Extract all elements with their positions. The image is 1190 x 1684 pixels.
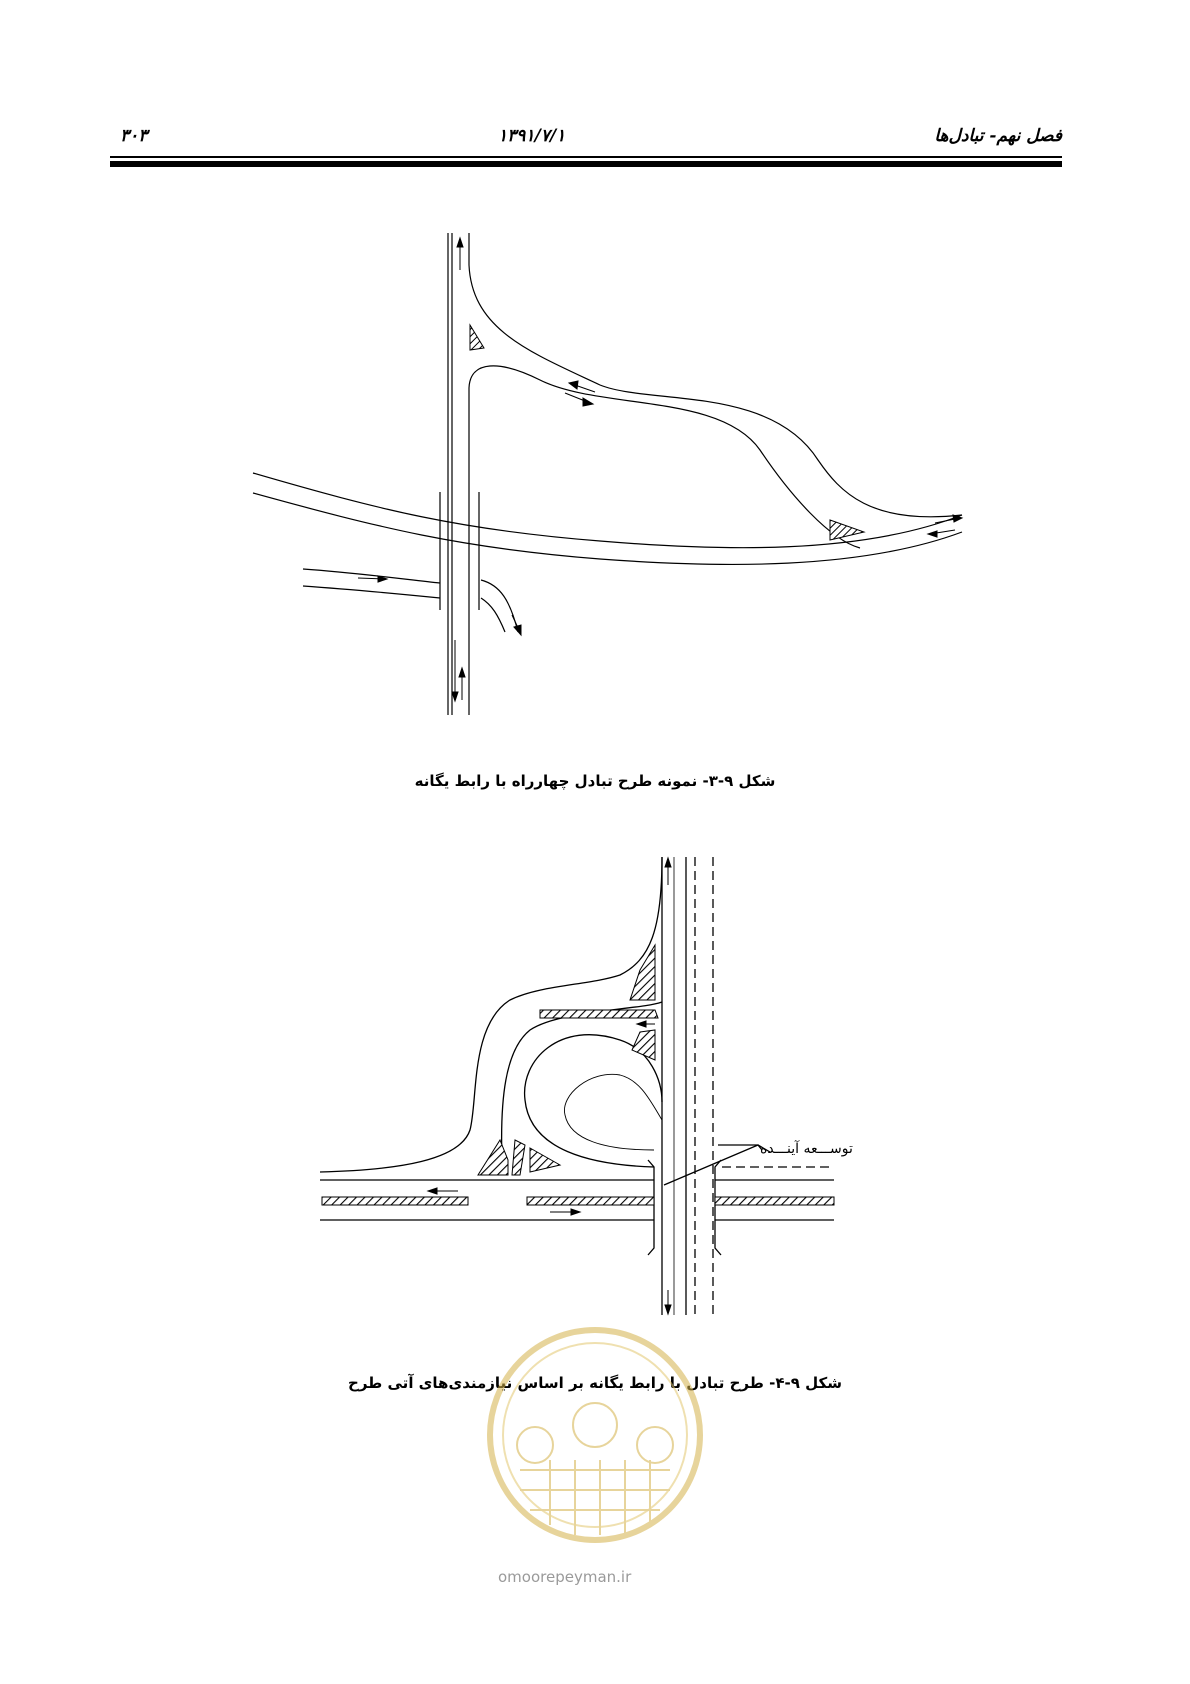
watermark-seal-icon xyxy=(480,1320,710,1600)
page-number: ۳۰۳ xyxy=(120,126,148,146)
future-development-label: توســـعه آینـــده xyxy=(760,1141,853,1157)
header-date: ۱۳۹۱/۷/۱ xyxy=(498,126,566,146)
watermark-url: omoorepeyman.ir xyxy=(498,1568,632,1586)
chapter-title: فصل نهم- تبادل‌ها xyxy=(934,126,1062,146)
figure-1-caption: شکل ۹-۳- نمونه طرح تبادل چهارراه با رابط یگانه xyxy=(414,772,776,790)
figure-2-caption: شکل ۹-۴- طرح تبادل با رابط یگانه بر اساس نیازمندی‌های آتی طرح xyxy=(348,1374,842,1392)
